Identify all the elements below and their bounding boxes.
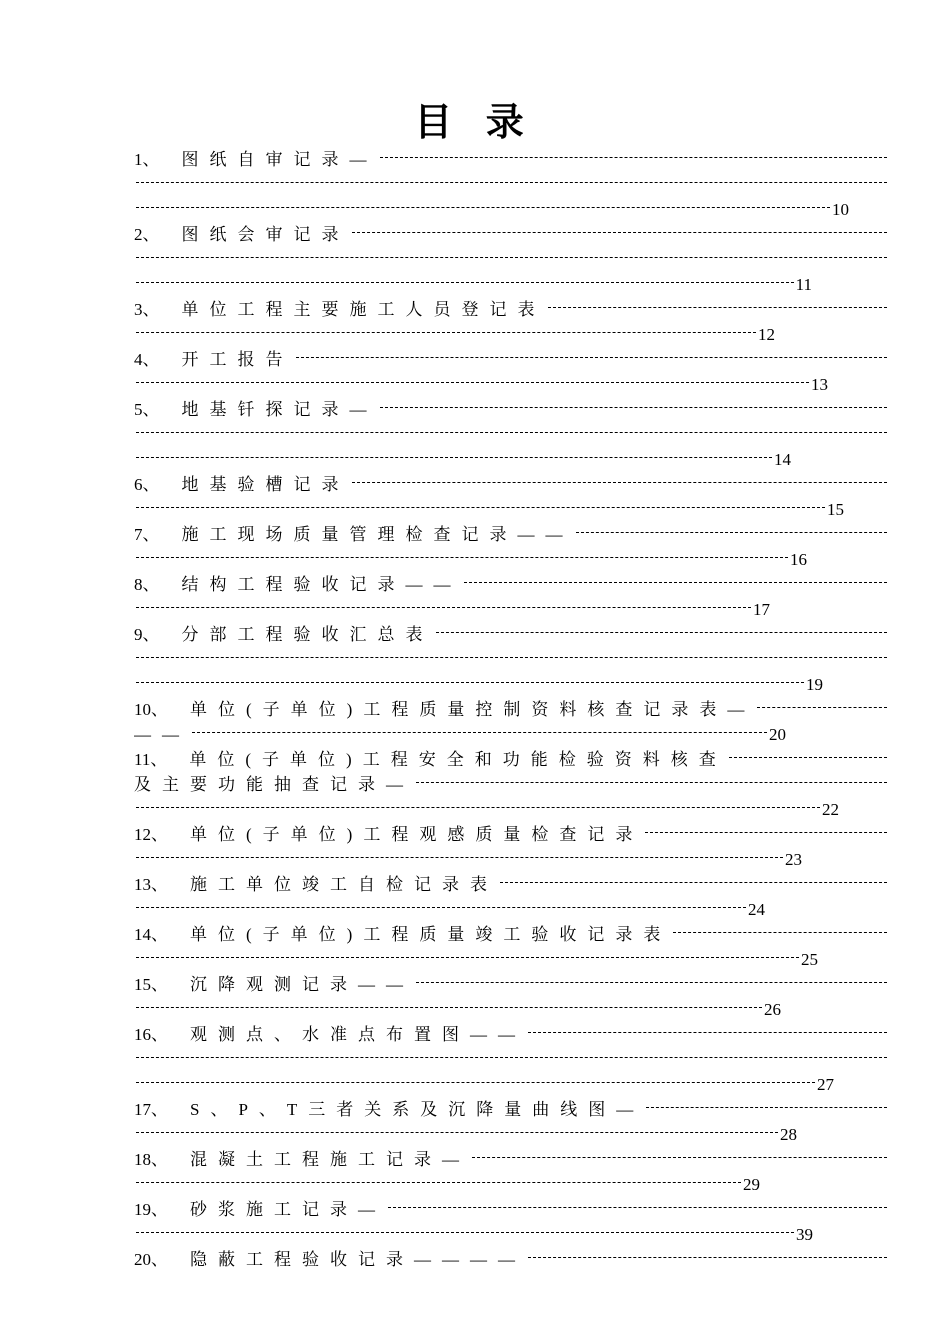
dot-leader [673,932,887,933]
dot-leader [416,982,887,983]
dot-leader [136,607,751,608]
dot-leader [646,1107,887,1108]
toc-entry-number: 18、 [134,1150,168,1169]
toc-entry-number: 9、 [134,625,160,644]
toc-entry-number: 16、 [134,1025,168,1044]
toc-line [134,372,889,397]
toc-page-number: 28 [780,1125,797,1144]
toc-page-number: 12 [758,325,775,344]
dot-leader [136,182,887,183]
toc-line [134,647,889,672]
toc-entry-number: 1、 [134,150,160,169]
toc-entry [134,297,889,347]
toc-entry [134,822,889,872]
toc-line [134,222,889,247]
toc-entry-number: 8、 [134,575,160,594]
toc-line [134,1147,889,1172]
toc-page-number: 14 [774,450,791,469]
dot-leader [136,382,809,383]
toc-line [134,872,889,897]
toc-entry-title: 混凝土工程施工记录— [190,1150,470,1169]
toc-line [134,347,889,372]
toc-line [134,797,889,822]
toc-line [134,247,889,272]
toc-page-number: 19 [806,675,823,694]
toc-line [134,947,889,972]
toc-entry [134,1022,889,1097]
toc-line [134,422,889,447]
toc-entry-title: 施工现场质量管理检查记录—— [181,525,574,544]
toc-entry-title-continued: 及主要功能抽查记录— [134,775,414,794]
toc-page-number: 20 [769,725,786,744]
toc-entry-title: 隐蔽工程验收记录———— [190,1250,526,1269]
dot-leader [548,307,888,308]
toc-entry [134,1097,889,1147]
dot-leader [352,482,888,483]
toc-entry [134,972,889,1022]
toc-entry-number: 2、 [134,225,160,244]
toc-page-number: 39 [796,1225,813,1244]
toc-line [134,572,889,597]
toc-entry-number: 12、 [134,825,168,844]
dot-leader [416,782,887,783]
toc-entry-title: 图纸自审记录— [181,150,378,169]
toc-entry-number: 11、 [134,750,168,769]
toc-entry-title: 单位(子单位)工程安全和功能检验资料核查 [189,750,727,769]
toc-entry-number: 10、 [134,700,168,719]
toc-line [134,1247,889,1272]
toc-line [134,672,889,697]
toc-entry-title: 施工单位竣工自检记录表 [190,875,498,894]
toc-entry [134,572,889,622]
toc-line [134,622,889,647]
toc-line [134,522,889,547]
page-title: 目 录 [414,102,536,144]
toc-line [134,922,889,947]
dot-leader [136,507,825,508]
toc-line [134,297,889,322]
dot-leader [136,282,794,283]
toc-line [134,1072,889,1097]
toc-entry-title: 地基钎探记录— [181,400,378,419]
dot-leader [757,707,887,708]
toc-line [134,1222,889,1247]
toc-entry-number: 19、 [134,1200,168,1219]
toc-line [134,547,889,572]
dot-leader [136,1082,815,1083]
toc-entry [134,347,889,397]
toc-entry-title: 观测点、水准点布置图—— [190,1025,526,1044]
toc-page-number: 25 [801,950,818,969]
dot-leader [136,432,887,433]
dot-leader [472,1157,887,1158]
toc-line [134,597,889,622]
toc-page-number: 17 [753,600,770,619]
toc-entry-number: 7、 [134,525,160,544]
dot-leader [136,807,820,808]
toc-line [134,1022,889,1047]
dot-leader [380,157,888,158]
toc-page-number: 13 [811,375,828,394]
toc-entry-title: 开工报告 [181,350,294,369]
toc-entry-title: 分部工程验收汇总表 [181,625,434,644]
toc-line [134,1197,889,1222]
toc-line [134,472,889,497]
toc-entry [134,1247,889,1272]
toc-entry [134,222,889,297]
dot-leader [136,1232,794,1233]
toc-line [134,972,889,997]
toc-entry-title: 单位(子单位)工程质量控制资料核查记录表— [190,700,756,719]
toc-page-number: 10 [832,200,849,219]
toc-entry-number: 13、 [134,875,168,894]
toc-entry-title: 地基验槽记录 [181,475,350,494]
dot-leader [576,532,888,533]
toc-line [134,1097,889,1122]
toc-entry-number: 15、 [134,975,168,994]
toc-line [134,1047,889,1072]
dot-leader [192,732,767,733]
dot-leader [136,657,887,658]
dot-leader [136,1132,778,1133]
toc-entry-number: 3、 [134,300,160,319]
toc-entry [134,747,889,822]
toc-page-number: 26 [764,1000,781,1019]
toc-line [134,497,889,522]
dot-leader [136,1182,741,1183]
toc-entry-title: S、P、T三者关系及沉降量曲线图— [190,1100,645,1119]
toc-line [134,772,889,797]
toc-entry [134,397,889,472]
toc-line [134,1122,889,1147]
toc-entry [134,697,889,747]
toc-line [134,447,889,472]
toc-entry [134,1197,889,1247]
toc-page-number: 16 [790,550,807,569]
toc-page-number: 11 [795,275,812,294]
toc-entry [134,872,889,922]
toc-line [134,197,889,222]
toc-page-number: 15 [827,500,844,519]
toc-page-number: 27 [817,1075,834,1094]
dot-leader [136,857,783,858]
dot-leader [388,1207,887,1208]
toc-entry-number: 5、 [134,400,160,419]
toc-line [134,847,889,872]
table-of-contents [134,147,889,1272]
toc-line [134,722,889,747]
toc-line [134,747,889,772]
dot-leader [136,457,772,458]
toc-entry [134,147,889,222]
toc-entry-title: 图纸会审记录 [181,225,350,244]
dot-leader [528,1257,887,1258]
toc-entry [134,622,889,697]
toc-line [134,272,889,297]
toc-line [134,1172,889,1197]
toc-line [134,172,889,197]
toc-entry-number: 4、 [134,350,160,369]
toc-entry [134,522,889,572]
toc-line [134,397,889,422]
toc-line [134,322,889,347]
toc-entry [134,472,889,522]
dot-leader [136,332,756,333]
toc-entry-number: 6、 [134,475,160,494]
dot-leader [729,757,887,758]
dot-leader [136,1007,762,1008]
toc-entry-title: 结构工程验收记录—— [181,575,462,594]
dot-leader [500,882,887,883]
toc-entry-title-continued: —— [134,725,190,744]
dot-leader [136,1057,887,1058]
toc-line [134,822,889,847]
dot-leader [136,557,788,558]
toc-entry-number: 20、 [134,1250,168,1269]
toc-entry-title: 砂浆施工记录— [190,1200,386,1219]
toc-line [134,997,889,1022]
dot-leader [645,832,887,833]
toc-line [134,147,889,172]
dot-leader [136,907,746,908]
toc-entry-title: 沉降观测记录—— [190,975,414,994]
dot-leader [528,1032,887,1033]
toc-page-number: 22 [822,800,839,819]
toc-entry-number: 14、 [134,925,168,944]
dot-leader [436,632,888,633]
toc-page-number: 29 [743,1175,760,1194]
toc-entry-title: 单位工程主要施工人员登记表 [181,300,546,319]
dot-leader [464,582,888,583]
toc-page-number: 24 [748,900,765,919]
toc-entry-title: 单位(子单位)工程质量竣工验收记录表 [190,925,672,944]
toc-entry [134,922,889,972]
dot-leader [296,357,888,358]
dot-leader [136,957,799,958]
dot-leader [136,207,830,208]
toc-line [134,697,889,722]
dot-leader [380,407,888,408]
dot-leader [136,257,887,258]
toc-page-number: 23 [785,850,802,869]
dot-leader [352,232,888,233]
toc-line [134,897,889,922]
toc-entry-title: 单位(子单位)工程观感质量检查记录 [190,825,644,844]
dot-leader [136,682,804,683]
toc-entry [134,1147,889,1197]
toc-entry-number: 17、 [134,1100,168,1119]
